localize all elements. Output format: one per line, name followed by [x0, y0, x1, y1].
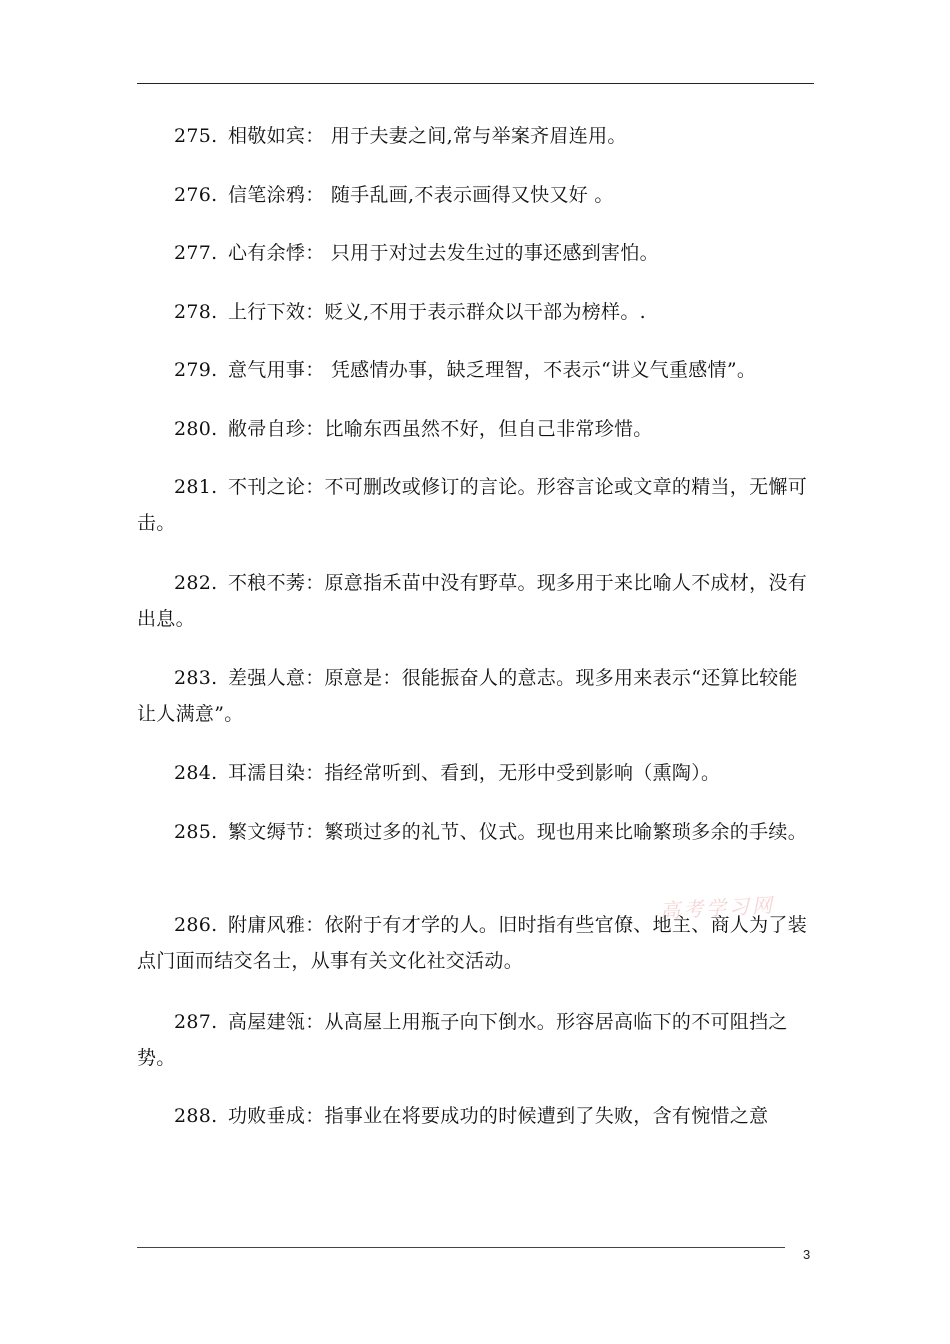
page-number: 3 — [803, 1247, 811, 1262]
entry-283 — [137, 660, 814, 732]
entry-number: 283. — [174, 667, 218, 689]
entry-280 — [137, 411, 814, 447]
entry-text: 附庸风雅：依附于有才学的人。旧时指有些官僚、地主、商人为了装点门面而结交名士，从事有关文化社交活动。 — [137, 914, 808, 972]
entry-text: 繁文缛节：繁琐过多的礼节、仪式。现也用来比喻繁琐多余的手续。 — [228, 821, 808, 843]
entry-text: 高屋建瓴：从高屋上用瓶子向下倒水。形容居高临下的不可阻挡之势。 — [137, 1011, 788, 1069]
entry-text: 信笔涂鸦： 随手乱画,不表示画得又快又好 。 — [228, 184, 614, 206]
entry-number: 276. — [174, 184, 218, 206]
watermark: 高考学习网 — [659, 893, 776, 923]
entry-284 — [137, 755, 814, 791]
entry-number: 282. — [174, 572, 218, 594]
entry-text: 敝帚自珍：比喻东西虽然不好，但自己非常珍惜。 — [228, 418, 653, 440]
entry-281 — [137, 469, 814, 541]
entry-number: 287. — [174, 1011, 218, 1033]
entry-text: 不稂不莠：原意指禾苗中没有野草。现多用于来比喻人不成材，没有出息。 — [137, 572, 808, 630]
entry-285 — [137, 814, 814, 850]
entry-number: 275. — [174, 125, 218, 147]
entry-number: 285. — [174, 821, 218, 843]
entry-number: 281. — [174, 476, 218, 498]
entry-278 — [137, 294, 814, 330]
entry-text: 意气用事： 凭感情办事，缺乏理智，不表示“讲义气重感情”。 — [228, 359, 757, 381]
entry-text: 功败垂成：指事业在将要成功的时候遭到了失败，含有惋惜之意 — [228, 1105, 769, 1127]
entry-287 — [137, 1004, 814, 1076]
entry-276 — [137, 177, 814, 213]
entry-286 — [137, 907, 814, 979]
entry-text: 不刊之论：不可删改或修订的言论。形容言论或文章的精当，无懈可击。 — [137, 476, 808, 534]
entry-text: 上行下效：贬义,不用于表示群众以干部为榜样。. — [228, 301, 646, 323]
entry-275 — [137, 118, 814, 154]
entry-text: 耳濡目染：指经常听到、看到，无形中受到影响（熏陶）。 — [228, 762, 721, 784]
entry-number: 277. — [174, 242, 218, 264]
header-rule — [137, 83, 814, 84]
entry-number: 279. — [174, 359, 218, 381]
entry-text: 心有余悸： 只用于对过去发生过的事还感到害怕。 — [228, 242, 659, 264]
footer-rule — [137, 1247, 785, 1248]
entry-number: 284. — [174, 762, 218, 784]
entry-text: 相敬如宾： 用于夫妻之间,常与举案齐眉连用。 — [228, 125, 627, 147]
entry-277 — [137, 235, 814, 271]
entry-number: 288. — [174, 1105, 218, 1127]
entry-number: 280. — [174, 418, 218, 440]
entry-282 — [137, 565, 814, 637]
entry-number: 286. — [174, 914, 218, 936]
entry-text: 差强人意：原意是：很能振奋人的意志。现多用来表示“还算比较能让人满意”。 — [137, 667, 798, 725]
entry-279 — [137, 352, 814, 388]
entry-288 — [137, 1098, 814, 1134]
entry-number: 278. — [174, 301, 218, 323]
